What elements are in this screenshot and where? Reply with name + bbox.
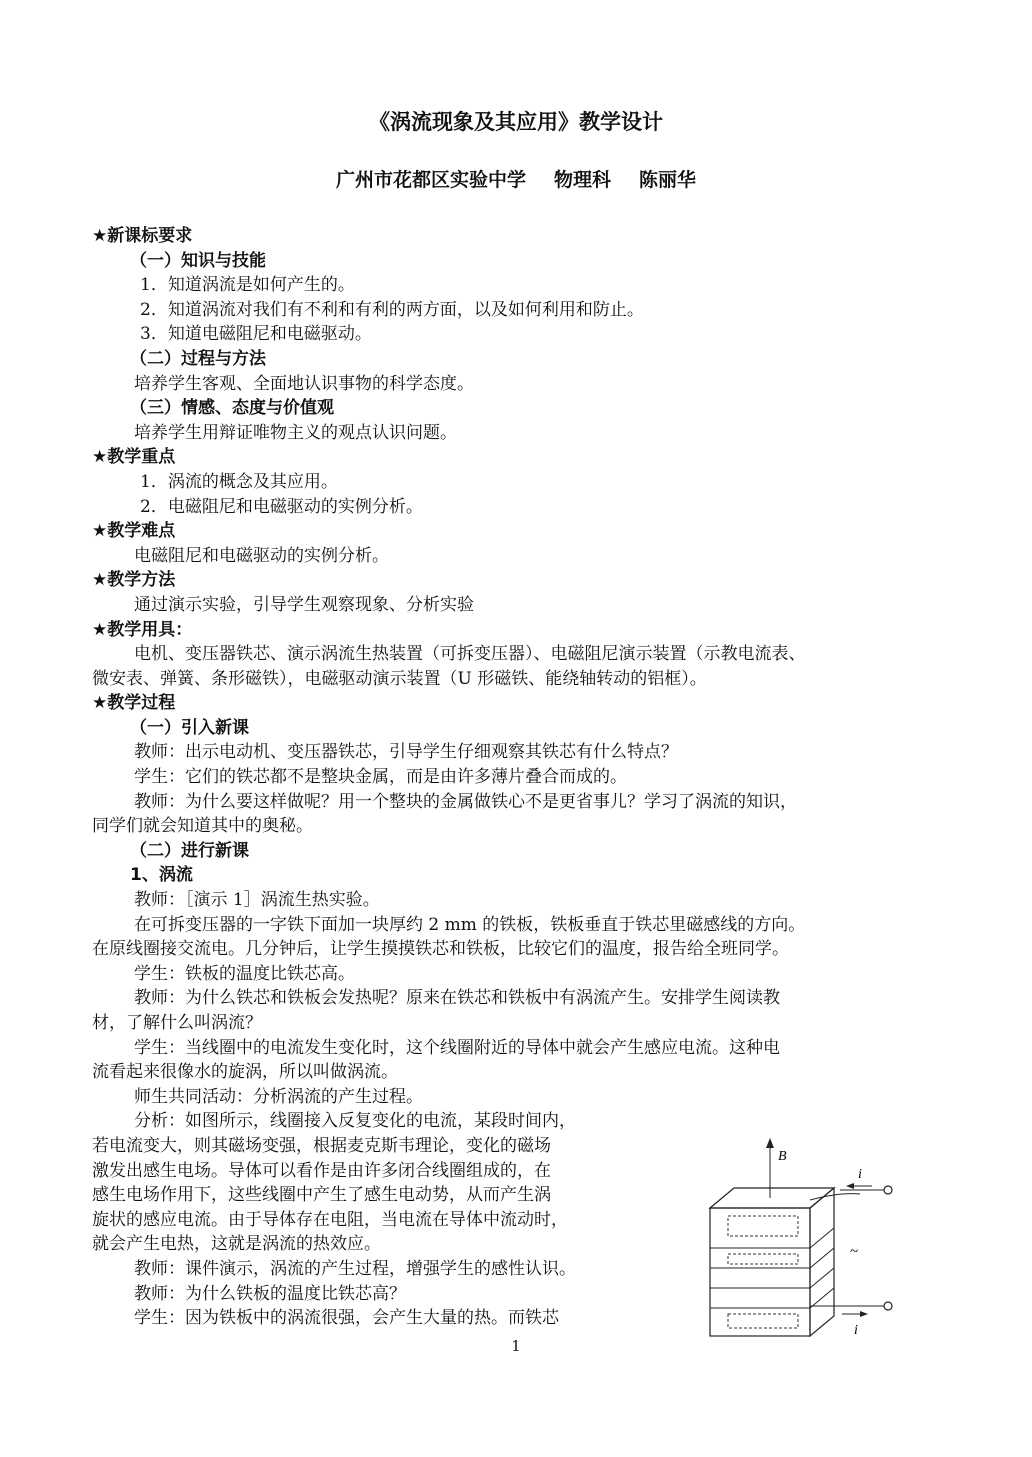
eddy-current-figure: [700, 1138, 900, 1348]
label-b: B: [778, 1149, 787, 1164]
paragraph-line: 旋状的感应电流。由于导体存在电阻，当电流在导体中流动时，: [92, 1209, 568, 1230]
paragraph: 培养学生用辩证唯物主义的观点认识问题。: [134, 422, 457, 443]
page-number: 1: [511, 1337, 521, 1355]
label-i-top: i: [858, 1167, 862, 1182]
subsection-heading: （二）过程与方法: [130, 348, 266, 369]
author-line: [0, 165, 1032, 192]
list-item: 1．涡流的概念及其应用。: [140, 471, 338, 492]
list-item: 3．知道电磁阻尼和电磁驱动。: [140, 324, 372, 345]
paragraph-line: 教师：为什么铁芯和铁板会发热呢？原来在铁芯和铁板中有涡流产生。安排学生阅读教: [134, 988, 780, 1009]
list-item: 2．电磁阻尼和电磁驱动的实例分析。: [140, 496, 423, 517]
b-arrow-head-icon: [766, 1138, 774, 1148]
paragraph: 教师：［演示 1］涡流生热实验。: [134, 890, 380, 911]
paragraph: 师生共同活动：分析涡流的产生过程。: [134, 1086, 423, 1107]
label-ac: ~: [850, 1244, 859, 1260]
paragraph-line: 若电流变大，则其磁场变强，根据麦克斯韦理论，变化的磁场: [92, 1135, 551, 1156]
subsection-heading: （三）情感、态度与价值观: [130, 398, 334, 419]
coil-wire-top: [810, 1194, 860, 1200]
paragraph: 通过演示实验，引导学生观察现象、分析实验: [134, 594, 474, 615]
section-heading: ★教学重点: [92, 447, 176, 468]
paragraph: 学生：因为铁板中的涡流很强，会产生大量的热。而铁芯: [134, 1308, 559, 1329]
eddy-loop-middle: [728, 1254, 798, 1264]
document-title: 《涡流现象及其应用》教学设计: [369, 110, 663, 134]
list-item: 1．知道涡流是如何产生的。: [140, 275, 355, 296]
list-item: 2．知道涡流对我们有不利和有利的两方面，以及如何利用和防止。: [140, 299, 644, 320]
paragraph: 培养学生客观、全面地认识事物的科学态度。: [134, 373, 474, 394]
paragraph-line: 分析：如图所示，线圈接入反复变化的电流，某段时间内，: [134, 1111, 576, 1132]
eddy-loop-top: [728, 1216, 798, 1236]
paragraph: 学生：铁板的温度比铁芯高。: [134, 963, 355, 984]
block-side-face: [810, 1188, 834, 1336]
section-heading: ★教学用具：: [92, 619, 193, 640]
paragraph: 教师：课件演示，涡流的产生过程，增强学生的感性认识。: [134, 1258, 576, 1279]
paragraph: 学生：它们的铁芯都不是整块金属，而是由许多薄片叠合而成的。: [134, 767, 627, 788]
paragraph-line: 感生电场作用下，这些线圈中产生了感生电动势，从而产生涡: [92, 1185, 551, 1206]
paragraph-line: 在原线圈接交流电。几分钟后，让学生摸摸铁芯和铁板，比较它们的温度，报告给全班同学。: [92, 939, 789, 960]
paragraph-line: 同学们就会知道其中的奥秘。: [92, 816, 313, 837]
paragraph-line: 流看起来很像水的旋涡，所以叫做涡流。: [92, 1062, 398, 1083]
block-front-face: [710, 1208, 810, 1336]
paragraph-line: 学生：当线圈中的电流发生变化时，这个线圈附近的导体中就会产生感应电流。这种电: [134, 1037, 780, 1058]
paragraph-line: 就会产生电热，这就是涡流的热效应。: [92, 1234, 381, 1255]
block-top-face: [710, 1188, 834, 1208]
eddy-loop-bottom: [728, 1314, 798, 1328]
current-arrow-in-icon: [846, 1183, 854, 1189]
subsection-heading: （一）引入新课: [130, 717, 249, 738]
subsection-heading: （二）进行新课: [130, 840, 249, 861]
paragraph: 教师：出示电动机、变压器铁芯，引导学生仔细观察其铁芯有什么特点？: [134, 742, 678, 763]
subsection-heading: （一）知识与技能: [130, 250, 266, 271]
terminal-top-icon: [884, 1186, 892, 1194]
paragraph-line: 在可拆变压器的一字铁下面加一块厚约 2 mm 的铁板，铁板垂直于铁芯里磁感线的方向。: [134, 914, 806, 935]
paragraph: 电磁阻尼和电磁驱动的实例分析。: [134, 545, 389, 566]
paragraph-line: 微安表、弹簧、条形磁铁），电磁驱动演示装置（U 形磁铁、能绕轴转动的铝框）。: [92, 668, 707, 689]
terminal-bottom-icon: [884, 1302, 892, 1310]
paragraph-line: 电机、变压器铁芯、演示涡流生热装置（可拆变压器）、电磁阻尼演示装置（示教电流表、: [134, 644, 806, 665]
paragraph-line: 材，了解什么叫涡流？: [92, 1013, 262, 1033]
current-arrow-out-icon: [860, 1311, 868, 1317]
section-heading: ★教学方法: [92, 570, 176, 591]
paragraph: 教师：为什么铁板的温度比铁芯高？: [134, 1283, 406, 1304]
author-school: 广州市花都区实验中学: [335, 169, 526, 191]
author-subject: 物理科: [553, 169, 611, 191]
section-heading: ★新课标要求: [92, 226, 193, 246]
subsection-heading: 1、涡流: [130, 865, 193, 886]
section-heading: ★教学过程: [92, 693, 176, 714]
paragraph-line: 激发出感生电场。导体可以看作是由许多闭合线圈组成的，在: [92, 1160, 551, 1181]
label-i-bottom: i: [854, 1323, 858, 1338]
section-heading: ★教学难点: [92, 521, 176, 542]
paragraph-line: 教师：为什么要这样做呢？用一个整块的金属做铁心不是更省事儿？学习了涡流的知识，: [134, 791, 797, 812]
author-name: 陈丽华: [639, 169, 697, 191]
